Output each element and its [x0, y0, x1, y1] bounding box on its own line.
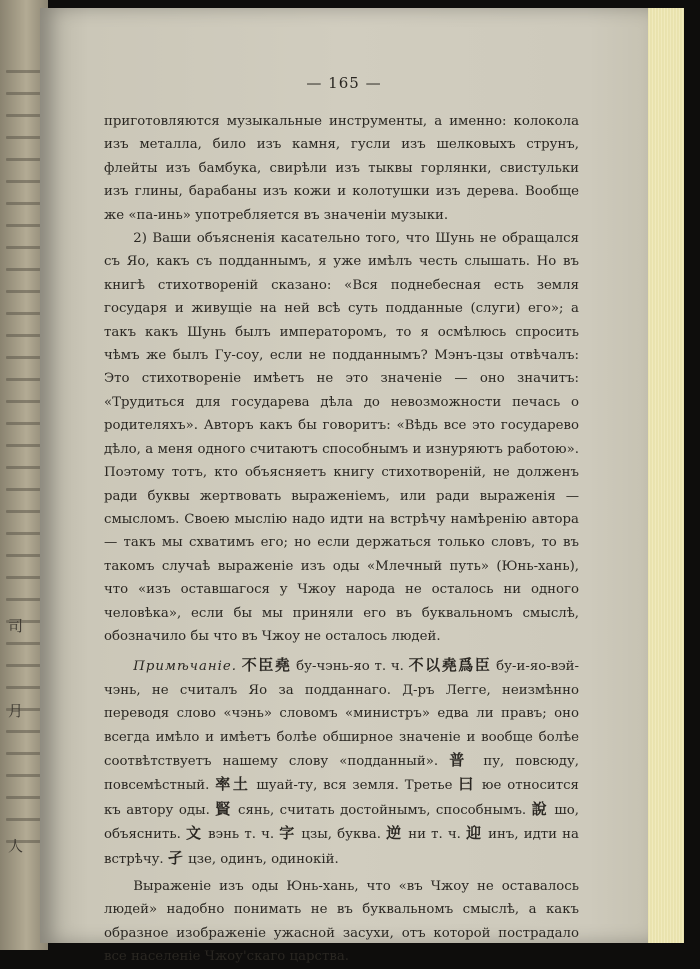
note-text: ни т. ч.	[408, 827, 461, 843]
paragraph-1: приготовляются музыкальные инструменты, а именно: колокола изъ металла, било изъ камня, гусли изъ шелковыхъ струнъ, флейты изъ бамбука, свирѣли изъ тыквы горлянки, свистульки изъ глины, барабаны изъ кожи и колотушки изъ дерева. Вообще же «па-инь» употребляется въ значеніи музыки.	[104, 114, 579, 223]
chinese-characters: 曰	[458, 775, 477, 794]
prev-page-glyph: 司	[8, 617, 24, 635]
page-edges	[648, 8, 684, 943]
note-text: вэнь т. ч.	[208, 827, 275, 843]
chinese-characters: 說	[531, 799, 549, 818]
chinese-characters: 賢	[215, 799, 233, 818]
chinese-characters: 字	[279, 824, 297, 843]
note-paragraph	[104, 654, 579, 871]
note-text: инъ, идти на встрѣчу.	[104, 827, 579, 867]
note-text: пу, повсюду, повсемѣстный.	[104, 753, 579, 794]
page-body	[104, 110, 579, 969]
chinese-characters: 孑	[167, 848, 184, 867]
note-text: бу-и-яо-вэй-чэнь, не считалъ Яо за подданнаго. Д-ръ Легге, неизмѣнно переводя слово «чэнь» словомъ «министръ» едва ли правъ; оно всегда имѣло и имѣетъ болѣе обширное значеніе и вообще болѣе соотвѣтствуетъ нашему слову «подданный».	[104, 659, 579, 769]
note-text: цзы, буква.	[301, 827, 381, 843]
chinese-characters: 不臣堯	[241, 656, 292, 675]
chinese-characters: 迎	[466, 824, 483, 843]
page-number: — 165 —	[306, 74, 382, 92]
chinese-characters: 率土	[215, 775, 251, 794]
prev-page-glyph: 人	[8, 837, 24, 855]
note-text: цзе, одинъ, одинокій.	[188, 851, 339, 867]
note-label: Примѣчаніе.	[133, 659, 237, 675]
note-text: шо, объяснить.	[104, 802, 579, 843]
chinese-characters: 文	[186, 824, 203, 843]
note-text: юе относится къ автору оды.	[104, 778, 579, 818]
paragraph-2: 2) Ваши объясненія касательно того, что Шунь не обращался съ Яо, какъ съ подданнымъ, я уже имѣлъ честь слышать. Но въ книгѣ стихотвореній сказано: «Вся поднебесная есть земля государя и живущіе на ней всѣ суть подданные (слуги) его»; а такъ какъ Шунь былъ императоромъ, то я осмѣлюсь спросить чѣмъ же былъ Гу-соу, если не подданнымъ? Мэнъ-цзы отвѣчалъ: Это стихотвореніе имѣетъ не это значеніе — оно значитъ: «Трудиться для государева дѣла до невозможности печась о родителяхъ». Авторъ какъ бы говоритъ: «Вѣдь все это государево дѣло, а меня одного считаютъ способнымъ и изнуряютъ работою». Поэтому тотъ, кто объясняетъ книгу стихотвореній, не долженъ ради буквы жертвовать выраженіемъ, или ради выраженія — смысломъ. Своею мыслію надо идти на встрѣчу намѣренію автора — такъ мы схватимъ его; но если держаться только словъ, то въ такомъ случаѣ выраженіе изъ оды «Млечный путь» (Юнь-хань), что «изъ оставшагося у Чжоу народа не осталось ни одного человѣка», если бы мы приняли его въ буквальномъ смыслѣ, обозначило бы что въ Чжоу не осталось людей.	[104, 231, 579, 644]
paragraph-3: Выраженіе изъ оды Юнь-хань, что «въ Чжоу не оставалось людей» надобно понимать не въ буквальномъ смыслѣ, а какъ образное изображеніе ужасной засухи, отъ которой пострадало все населеніе Чжоу'скаго царства.	[104, 879, 579, 965]
chinese-characters: 逆	[386, 824, 404, 843]
note-text: сянь, считать достойнымъ, способнымъ.	[238, 802, 527, 818]
prev-page-glyph: 月	[8, 702, 24, 720]
chinese-characters: 普	[449, 750, 473, 769]
book-page	[40, 8, 648, 965]
note-text: бу-чэнь-яо т. ч.	[296, 659, 404, 675]
note-text: шуай-ту, вся земля. Третье	[256, 778, 453, 794]
chinese-characters: 不以堯爲臣	[408, 656, 492, 675]
